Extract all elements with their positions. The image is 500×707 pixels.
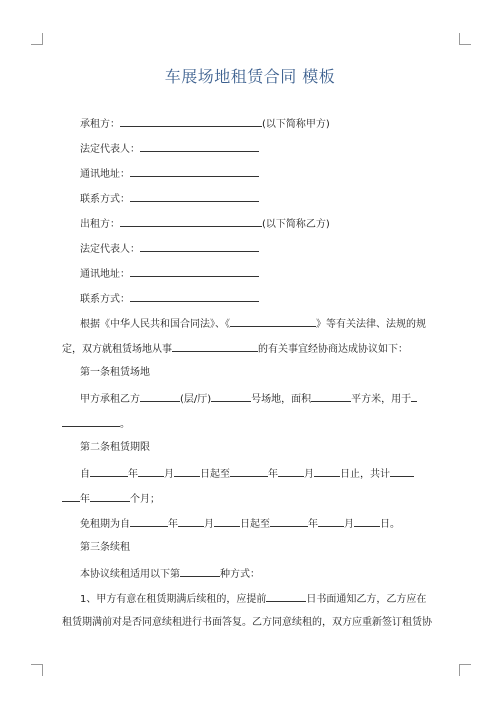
art2-from: 自 <box>80 469 90 480</box>
lessor-addr-blank[interactable] <box>130 266 259 277</box>
art3-text-2a: 1、甲方有意在租赁期满后续租的，应提前 <box>80 594 267 605</box>
article-1-line-2 <box>62 416 130 432</box>
lessor-contact-line <box>80 291 259 307</box>
lessee-addr-label: 通讯地址： <box>80 169 130 180</box>
free-year-1: 年 <box>168 519 178 530</box>
lessor-note: (以下简称乙方) <box>262 219 330 230</box>
site-number-blank[interactable] <box>211 391 251 402</box>
article-1-line-1 <box>80 391 417 407</box>
lessee-addr-blank[interactable] <box>130 166 259 177</box>
intro-text-2a: 定，双方就租赁场地从事 <box>62 344 172 355</box>
art2-day-end: 日止，共计 <box>340 469 390 480</box>
art1-text-4: 平方米，用于 <box>351 394 412 405</box>
art3-text-2b: 日书面通知乙方，乙方应在 <box>306 594 427 605</box>
crop-mark-bottom-right <box>459 664 471 676</box>
crop-mark-top-right <box>459 33 471 45</box>
lessor-addr-line <box>80 266 259 282</box>
lessee-line <box>80 116 330 132</box>
art2-month-1: 月 <box>164 469 174 480</box>
law-name-blank[interactable] <box>230 316 316 327</box>
business-blank[interactable] <box>172 341 258 352</box>
lessee-label: 承租方： <box>80 119 120 130</box>
crop-mark-bottom-left <box>31 664 43 676</box>
intro-text-1b: 》等有关法律、法规的规 <box>316 319 426 330</box>
lessor-addr-label: 通讯地址： <box>80 269 130 280</box>
usage-blank[interactable] <box>62 416 120 427</box>
free-start-month-blank[interactable] <box>178 516 204 527</box>
lessor-contact-blank[interactable] <box>130 291 259 302</box>
free-day-to: 日起至 <box>240 519 270 530</box>
article-3-line-2 <box>80 591 426 607</box>
free-rent-label: 免租期为自 <box>80 519 130 530</box>
art2-year-2: 年 <box>268 469 278 480</box>
lessor-rep-label: 法定代表人： <box>80 244 140 255</box>
notice-days-blank[interactable] <box>266 591 306 602</box>
lessee-rep-blank[interactable] <box>140 141 259 152</box>
art1-text-1: 甲方承租乙方 <box>80 394 140 405</box>
lessee-contact-line <box>80 191 259 207</box>
lessor-label: 出租方： <box>80 219 120 230</box>
article-3-line-3: 租赁期满前对是否同意续租进行书面答复。乙方同意续租的，双方应重新签订租赁协 <box>62 617 432 628</box>
lessee-note: (以下简称甲方) <box>262 119 330 130</box>
usage-blank-start[interactable] <box>411 391 417 402</box>
lessor-rep-blank[interactable] <box>140 241 259 252</box>
start-year-blank[interactable] <box>90 466 128 477</box>
total-years-blank[interactable] <box>62 491 80 502</box>
art2-month-2: 月 <box>304 469 314 480</box>
intro-line-2 <box>62 341 408 357</box>
area-blank[interactable] <box>311 391 351 402</box>
article-2-heading: 第二条租赁期限 <box>80 442 150 453</box>
lessor-line <box>80 216 330 232</box>
free-end-month-blank[interactable] <box>318 516 344 527</box>
free-month-2: 月 <box>344 519 354 530</box>
lessee-rep-label: 法定代表人： <box>80 144 140 155</box>
end-year-blank[interactable] <box>230 466 268 477</box>
article-1-heading: 第一条租赁场地 <box>80 367 150 378</box>
total-years-blank-start[interactable] <box>390 466 414 477</box>
free-end-day-blank[interactable] <box>354 516 380 527</box>
lessor-rep-line <box>80 241 259 257</box>
renewal-option-blank[interactable] <box>180 566 220 577</box>
end-month-blank[interactable] <box>278 466 304 477</box>
free-start-year-blank[interactable] <box>130 516 168 527</box>
free-start-day-blank[interactable] <box>214 516 240 527</box>
free-rent-line <box>80 516 400 532</box>
free-day-end: 日。 <box>380 519 400 530</box>
intro-text-2b: 的有关事宜经协商达成协议如下： <box>258 344 408 355</box>
intro-line-1 <box>80 316 426 332</box>
lessee-addr-line <box>80 166 259 182</box>
art2-day-from-to: 日起至 <box>200 469 230 480</box>
article-2-line-2 <box>62 491 160 507</box>
end-day-blank[interactable] <box>314 466 340 477</box>
article-2-line-1 <box>80 466 414 482</box>
total-months-blank[interactable] <box>90 491 130 502</box>
start-month-blank[interactable] <box>138 466 164 477</box>
art3-text-1a: 本协议续租适用以下第 <box>80 569 180 580</box>
lessee-blank[interactable] <box>120 116 262 127</box>
art2-year-3: 年 <box>80 494 90 505</box>
article-3-line-1 <box>80 566 260 582</box>
article-3-heading: 第三条续租 <box>80 542 130 553</box>
art2-year-1: 年 <box>128 469 138 480</box>
lessee-rep-line <box>80 141 259 157</box>
art3-text-1b: 种方式： <box>220 569 260 580</box>
art1-text-2: (层/厅) <box>180 394 212 405</box>
free-month-1: 月 <box>204 519 214 530</box>
intro-text-1a: 根据《中华人民共和国合同法》、《 <box>80 319 230 330</box>
lessor-contact-label: 联系方式： <box>80 294 130 305</box>
document-title: 车展场地租赁合同 模板 <box>164 67 336 86</box>
free-end-year-blank[interactable] <box>270 516 308 527</box>
lessee-contact-label: 联系方式： <box>80 194 130 205</box>
lessee-contact-blank[interactable] <box>130 191 259 202</box>
art2-months: 个月； <box>130 494 160 505</box>
art1-text-5: 。 <box>120 419 130 430</box>
art1-text-3: 号场地，面积 <box>251 394 312 405</box>
free-year-2: 年 <box>308 519 318 530</box>
start-day-blank[interactable] <box>174 466 200 477</box>
lessor-blank[interactable] <box>120 216 262 227</box>
floor-blank[interactable] <box>140 391 180 402</box>
crop-mark-top-left <box>31 33 43 45</box>
